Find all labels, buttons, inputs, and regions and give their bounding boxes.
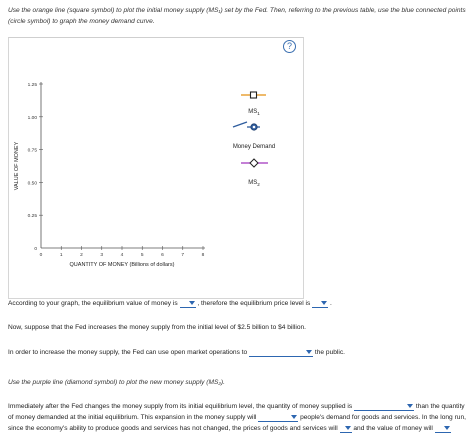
x-tick-label: 5 xyxy=(140,253,144,258)
chevron-down-icon xyxy=(444,426,450,430)
chevron-down-icon xyxy=(306,350,312,354)
money-value-dropdown[interactable] xyxy=(435,424,451,433)
question-after-change xyxy=(8,401,470,434)
demand-effect-dropdown[interactable] xyxy=(258,413,298,422)
help-button[interactable]: ? xyxy=(283,40,296,53)
quantity-comparison-dropdown[interactable] xyxy=(354,402,414,411)
q1-text-after: . xyxy=(329,300,332,307)
y-tick-label: 0.50 xyxy=(27,181,37,187)
q5-text-5: run, since the economy's ability to produce goods and services has not changed, the prices of goods and services will xyxy=(8,414,466,432)
ms2-tool-label xyxy=(219,180,289,187)
chevron-down-icon xyxy=(291,415,297,419)
instructions-text: Use the orange line (square symbol) to plot the initial money supply (MS₁) set by the Fed. Then, referring to the previous table, use the blue connected points (circle symbol) to graph the money demand curve. xyxy=(8,7,466,25)
ms1-label-main: MS xyxy=(248,109,258,115)
ms1-label-sub: 1 xyxy=(257,111,260,117)
chevron-down-icon xyxy=(321,301,327,305)
chevron-down-icon xyxy=(345,426,351,430)
y-tick-label: 1.25 xyxy=(27,83,37,88)
circle-icon-center xyxy=(253,126,256,129)
instruction-ms2: Use the purple line (diamond symbol) to plot the new money supply (MS₂). xyxy=(8,379,225,386)
y-axis-label: VALUE OF MONEY xyxy=(14,141,20,191)
price-effect-dropdown[interactable] xyxy=(340,424,352,433)
question-equilibrium xyxy=(8,298,332,309)
x-tick-label: 0 xyxy=(39,253,43,258)
square-icon xyxy=(251,92,257,98)
equilibrium-value-dropdown[interactable] xyxy=(180,299,196,308)
x-tick-label: 7 xyxy=(181,253,185,258)
q5-text-3: of money demanded at the initial equilibrium. This expansion in the money supply will xyxy=(8,414,257,421)
ms2-label-main: MS xyxy=(248,180,258,186)
q5-text-6: and the value of money will xyxy=(353,425,433,432)
question-fed-increase: Now, suppose that the Fed increases the money supply from the initial level of $2.5 billion to $4 billion. xyxy=(8,324,306,331)
chevron-down-icon xyxy=(407,404,413,408)
ms2-label-sub: 2 xyxy=(257,182,260,188)
q5-text-4: people's demand for goods and services. In the long xyxy=(300,414,453,421)
money-demand-tool-label: Money Demand xyxy=(232,144,276,150)
q5-text-1: Immediately after the Fed changes the money supply from its initial equilibrium level, the quantity of money supplied is xyxy=(8,403,353,410)
chevron-down-icon xyxy=(189,301,195,305)
equilibrium-price-dropdown[interactable] xyxy=(312,299,328,308)
y-tick-label: 0.75 xyxy=(27,148,37,154)
question-open-market xyxy=(8,347,345,358)
x-tick-label: 6 xyxy=(161,253,164,258)
q5-text-2: than the quantity xyxy=(415,403,465,410)
x-tick-label: 4 xyxy=(120,253,124,258)
y-tick-label: 0 xyxy=(34,247,37,252)
x-tick-label: 3 xyxy=(100,253,104,258)
x-tick-label: 1 xyxy=(59,253,63,258)
q3-text-after: the public. xyxy=(314,349,345,356)
y-tick-label: 1.00 xyxy=(27,115,37,121)
x-axis-label: QUANTITY OF MONEY (Billions of dollars) xyxy=(69,262,175,268)
open-market-dropdown[interactable] xyxy=(249,348,313,357)
ms1-tool-label xyxy=(219,109,289,116)
q3-text-before: In order to increase the money supply, the Fed can use open market operations to xyxy=(8,349,248,356)
x-tick-label: 8 xyxy=(201,253,205,258)
q1-text-middle: , therefore the equilibrium price level is xyxy=(197,300,311,307)
x-tick-label: 2 xyxy=(80,253,83,258)
y-tick-label: 0.25 xyxy=(27,214,37,220)
q1-text-before: According to your graph, the equilibrium value of money is xyxy=(8,300,178,307)
